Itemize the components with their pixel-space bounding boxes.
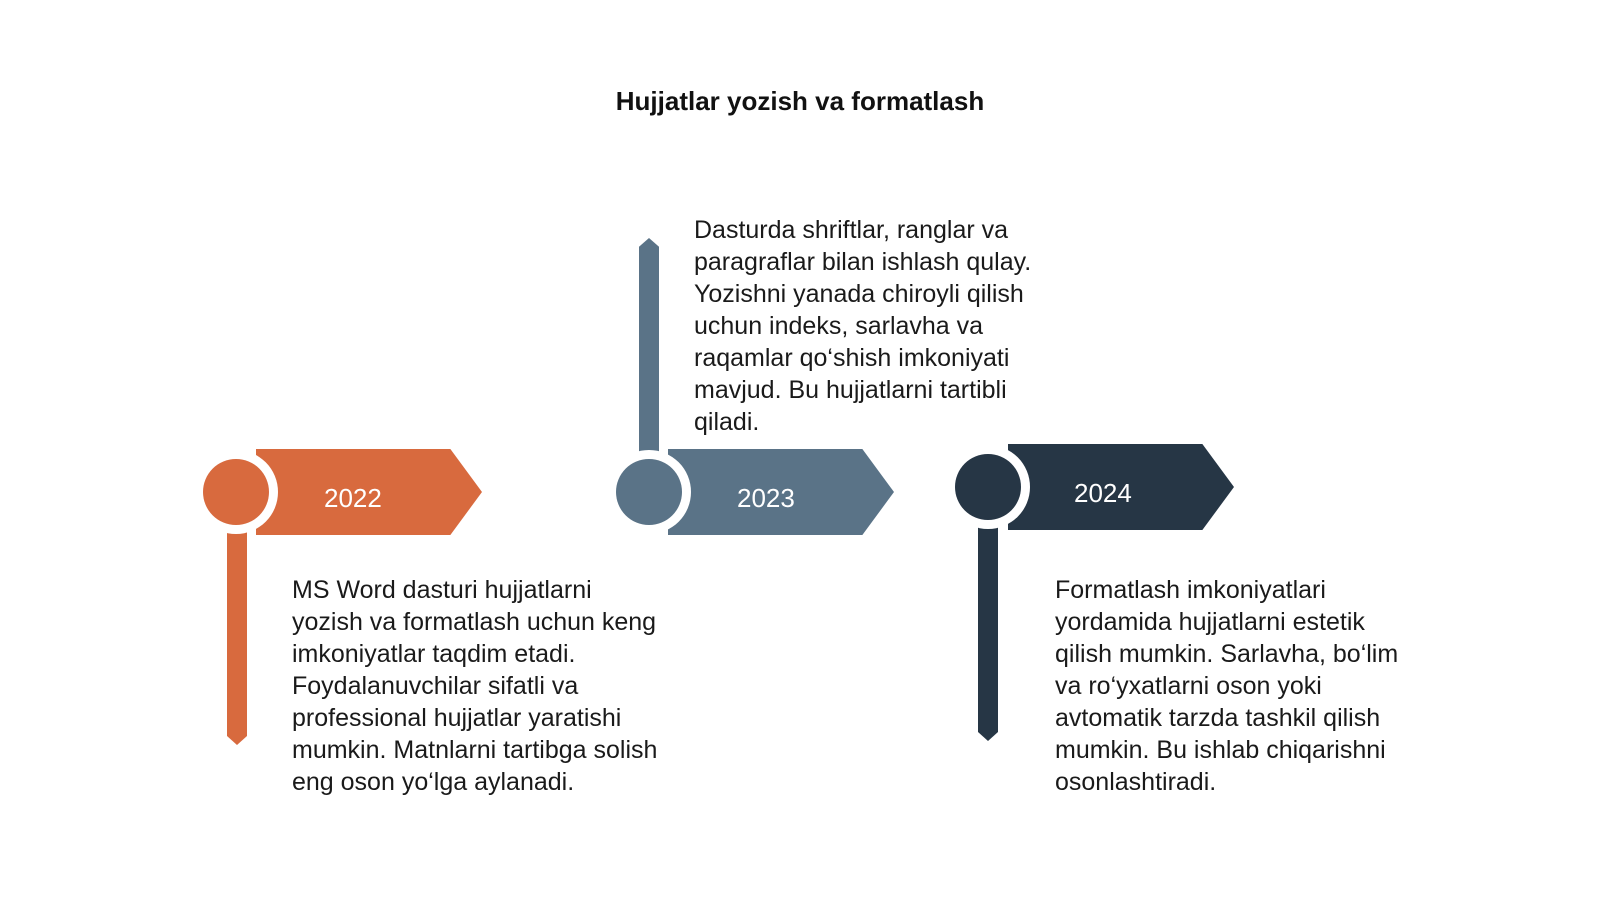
milestone-description-2024: Formatlash imkoniyatlari yordamida hujjatlarni estetik qilish mumkin. Sarlavha, bo‘lim va ro‘yxatlarni oson yoki avtomatik tarzda tashkil qilish mumkin. Bu ishlab chiqarishni osonlashtiradi. <box>1055 576 1399 796</box>
connector-stem-2022 <box>227 520 247 745</box>
year-label-2023: 2023 <box>737 483 795 513</box>
page-title: Hujjatlar yozish va formatlash <box>615 86 985 116</box>
marker-dot-2023 <box>616 459 682 525</box>
milestone-description-2023: Dasturda shriftlar, ranglar va paragraflar bilan ishlash qulay. Yozishni yanada chiroyli qilish uchun indeks, sarlavha va raqamlar qo‘shish imkoniyati mavjud. Bu hujjatlarni tartibli qiladi. <box>694 216 1032 436</box>
milestone-description-2022: MS Word dasturi hujjatlarni yozish va formatlash uchun keng imkoniyatlar taqdim etadi. Foydalanuvchilar sifatli va professional hujjatlar yaratishi mumkin. Matnlarni tartibga solish eng oson yo‘lga aylanadi. <box>292 576 658 796</box>
marker-dot-2024 <box>955 454 1021 520</box>
marker-dot-2022 <box>203 459 269 525</box>
year-label-2022: 2022 <box>324 483 382 513</box>
connector-stem-2023 <box>639 238 659 458</box>
year-label-2024: 2024 <box>1074 478 1132 508</box>
connector-stem-2024 <box>978 515 998 741</box>
